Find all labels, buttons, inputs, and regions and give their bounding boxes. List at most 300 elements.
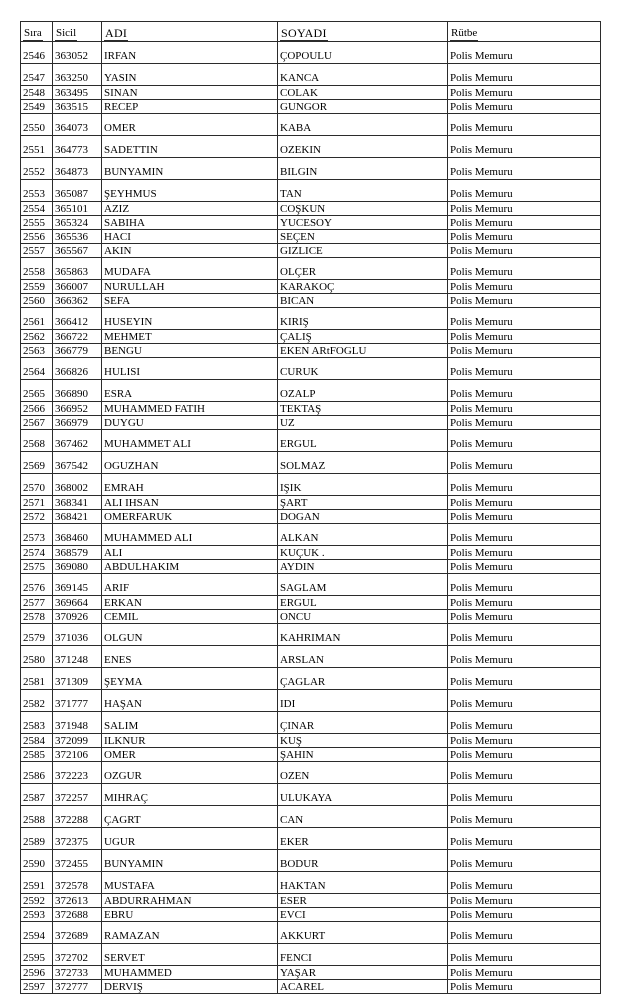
table-row [21, 180, 601, 202]
cell-soyadi: OZALP [278, 380, 448, 402]
cell-sira: 2584 [21, 734, 53, 748]
cell-rutbe: Polis Memuru [448, 230, 601, 244]
cell-adi: SERVET [102, 944, 278, 966]
cell-rutbe: Polis Memuru [448, 980, 601, 994]
table-row [21, 668, 601, 690]
table-row [21, 258, 601, 280]
column-header-adi [102, 22, 278, 42]
cell-sira: 2576 [21, 574, 53, 596]
cell-rutbe: Polis Memuru [448, 668, 601, 690]
cell-sira: 2555 [21, 216, 53, 230]
cell-rutbe: Polis Memuru [448, 922, 601, 944]
cell-adi: HAŞAN [102, 690, 278, 712]
cell-sira: 2548 [21, 86, 53, 100]
cell-rutbe: Polis Memuru [448, 294, 601, 308]
cell-sicil: 372455 [53, 850, 102, 872]
cell-sicil: 366722 [53, 330, 102, 344]
cell-sicil: 372689 [53, 922, 102, 944]
cell-sira: 2547 [21, 64, 53, 86]
cell-rutbe: Polis Memuru [448, 734, 601, 748]
cell-rutbe: Polis Memuru [448, 430, 601, 452]
cell-soyadi: ERGUL [278, 596, 448, 610]
table-row [21, 474, 601, 496]
table-row [21, 430, 601, 452]
cell-sicil: 369145 [53, 574, 102, 596]
cell-rutbe: Polis Memuru [448, 828, 601, 850]
cell-sira: 2558 [21, 258, 53, 280]
cell-sicil: 372578 [53, 872, 102, 894]
cell-adi: BENGU [102, 344, 278, 358]
cell-rutbe: Polis Memuru [448, 496, 601, 510]
cell-sira: 2554 [21, 202, 53, 216]
table-row [21, 646, 601, 668]
table-row [21, 230, 601, 244]
cell-adi: AZIZ [102, 202, 278, 216]
cell-sira: 2578 [21, 610, 53, 624]
cell-adi: BUNYAMIN [102, 850, 278, 872]
cell-adi: SABIHA [102, 216, 278, 230]
cell-sira: 2585 [21, 748, 53, 762]
cell-soyadi: KANCA [278, 64, 448, 86]
cell-sicil: 372106 [53, 748, 102, 762]
cell-sira: 2550 [21, 114, 53, 136]
cell-soyadi: BILGIN [278, 158, 448, 180]
cell-sira: 2562 [21, 330, 53, 344]
cell-sira: 2597 [21, 980, 53, 994]
cell-sicil: 368579 [53, 546, 102, 560]
cell-adi: MEHMET [102, 330, 278, 344]
cell-sicil: 368460 [53, 524, 102, 546]
cell-rutbe: Polis Memuru [448, 806, 601, 828]
cell-soyadi: ÇINAR [278, 712, 448, 734]
table-header-row [21, 22, 601, 42]
table-row [21, 330, 601, 344]
cell-sicil: 366952 [53, 402, 102, 416]
table-row [21, 64, 601, 86]
cell-sira: 2556 [21, 230, 53, 244]
cell-soyadi: KUŞ [278, 734, 448, 748]
cell-rutbe: Polis Memuru [448, 42, 601, 64]
cell-soyadi: ARSLAN [278, 646, 448, 668]
cell-adi: ALI IHSAN [102, 496, 278, 510]
cell-sira: 2573 [21, 524, 53, 546]
table-row [21, 380, 601, 402]
cell-sira: 2570 [21, 474, 53, 496]
cell-soyadi: FENCI [278, 944, 448, 966]
cell-sicil: 372375 [53, 828, 102, 850]
cell-adi: ŞEYMA [102, 668, 278, 690]
cell-rutbe: Polis Memuru [448, 596, 601, 610]
cell-rutbe: Polis Memuru [448, 546, 601, 560]
column-header-sicil [53, 22, 102, 42]
cell-rutbe: Polis Memuru [448, 280, 601, 294]
cell-rutbe: Polis Memuru [448, 610, 601, 624]
cell-rutbe: Polis Memuru [448, 86, 601, 100]
cell-rutbe: Polis Memuru [448, 416, 601, 430]
cell-soyadi: AYDIN [278, 560, 448, 574]
cell-sicil: 365324 [53, 216, 102, 230]
cell-sicil: 366362 [53, 294, 102, 308]
cell-adi: OMER [102, 748, 278, 762]
cell-adi: EMRAH [102, 474, 278, 496]
cell-sicil: 372099 [53, 734, 102, 748]
cell-adi: OGUZHAN [102, 452, 278, 474]
table-row [21, 944, 601, 966]
cell-soyadi: ONCU [278, 610, 448, 624]
cell-soyadi: GIZLICE [278, 244, 448, 258]
table-row [21, 784, 601, 806]
cell-sira: 2546 [21, 42, 53, 64]
column-header-sicil-label: Sicil [56, 27, 77, 40]
table-row [21, 828, 601, 850]
table-row [21, 850, 601, 872]
cell-rutbe: Polis Memuru [448, 784, 601, 806]
cell-sicil: 369080 [53, 560, 102, 574]
table-row [21, 762, 601, 784]
cell-sicil: 372702 [53, 944, 102, 966]
cell-sira: 2564 [21, 358, 53, 380]
cell-sicil: 365087 [53, 180, 102, 202]
cell-soyadi: TEKTAŞ [278, 402, 448, 416]
cell-adi: ARIF [102, 574, 278, 596]
cell-sira: 2581 [21, 668, 53, 690]
cell-rutbe: Polis Memuru [448, 258, 601, 280]
cell-sira: 2596 [21, 966, 53, 980]
table-row [21, 280, 601, 294]
cell-sicil: 366007 [53, 280, 102, 294]
table-row [21, 202, 601, 216]
cell-adi: MUHAMMED [102, 966, 278, 980]
cell-soyadi: KUÇUK . [278, 546, 448, 560]
cell-adi: RECEP [102, 100, 278, 114]
cell-rutbe: Polis Memuru [448, 524, 601, 546]
cell-soyadi: KIRIŞ [278, 308, 448, 330]
cell-rutbe: Polis Memuru [448, 64, 601, 86]
table-body [21, 42, 601, 994]
table-row [21, 980, 601, 994]
cell-sira: 2593 [21, 908, 53, 922]
cell-rutbe: Polis Memuru [448, 872, 601, 894]
cell-soyadi: GUNGOR [278, 100, 448, 114]
cell-rutbe: Polis Memuru [448, 944, 601, 966]
cell-soyadi: SOLMAZ [278, 452, 448, 474]
cell-sira: 2586 [21, 762, 53, 784]
cell-soyadi: COLAK [278, 86, 448, 100]
cell-sira: 2580 [21, 646, 53, 668]
cell-adi: BUNYAMIN [102, 158, 278, 180]
cell-adi: HUSEYIN [102, 308, 278, 330]
cell-sira: 2560 [21, 294, 53, 308]
cell-adi: YASIN [102, 64, 278, 86]
cell-soyadi: KAHRIMAN [278, 624, 448, 646]
cell-sicil: 364773 [53, 136, 102, 158]
table-row [21, 690, 601, 712]
cell-sira: 2559 [21, 280, 53, 294]
cell-adi: AKIN [102, 244, 278, 258]
cell-sira: 2571 [21, 496, 53, 510]
cell-rutbe: Polis Memuru [448, 574, 601, 596]
cell-rutbe: Polis Memuru [448, 380, 601, 402]
table-row [21, 610, 601, 624]
cell-sicil: 371777 [53, 690, 102, 712]
cell-adi: SADETTIN [102, 136, 278, 158]
cell-sira: 2553 [21, 180, 53, 202]
cell-soyadi: HAKTAN [278, 872, 448, 894]
table-row [21, 560, 601, 574]
roster-table-container [20, 21, 600, 994]
table-row [21, 966, 601, 980]
cell-sicil: 368002 [53, 474, 102, 496]
cell-soyadi: COŞKUN [278, 202, 448, 216]
cell-rutbe: Polis Memuru [448, 158, 601, 180]
cell-rutbe: Polis Memuru [448, 402, 601, 416]
cell-sira: 2582 [21, 690, 53, 712]
cell-soyadi: KABA [278, 114, 448, 136]
table-row [21, 42, 601, 64]
cell-sira: 2569 [21, 452, 53, 474]
cell-rutbe: Polis Memuru [448, 624, 601, 646]
cell-rutbe: Polis Memuru [448, 762, 601, 784]
cell-sicil: 372733 [53, 966, 102, 980]
table-row [21, 712, 601, 734]
cell-sira: 2551 [21, 136, 53, 158]
cell-soyadi: AKKURT [278, 922, 448, 944]
cell-sicil: 366826 [53, 358, 102, 380]
table-row [21, 510, 601, 524]
cell-sira: 2592 [21, 894, 53, 908]
table-row [21, 416, 601, 430]
cell-soyadi: ERGUL [278, 430, 448, 452]
cell-rutbe: Polis Memuru [448, 244, 601, 258]
cell-sicil: 367462 [53, 430, 102, 452]
table-header [21, 22, 601, 42]
cell-rutbe: Polis Memuru [448, 560, 601, 574]
cell-sicil: 363052 [53, 42, 102, 64]
table-row [21, 872, 601, 894]
cell-sira: 2575 [21, 560, 53, 574]
cell-rutbe: Polis Memuru [448, 690, 601, 712]
cell-sicil: 366779 [53, 344, 102, 358]
cell-sira: 2574 [21, 546, 53, 560]
cell-soyadi: ŞAHIN [278, 748, 448, 762]
cell-sira: 2595 [21, 944, 53, 966]
cell-adi: NURULLAH [102, 280, 278, 294]
cell-adi: ÇAGRT [102, 806, 278, 828]
cell-sira: 2561 [21, 308, 53, 330]
cell-sicil: 363515 [53, 100, 102, 114]
cell-rutbe: Polis Memuru [448, 452, 601, 474]
cell-sira: 2552 [21, 158, 53, 180]
cell-soyadi: ÇALIŞ [278, 330, 448, 344]
cell-sira: 2588 [21, 806, 53, 828]
cell-soyadi: ULUKAYA [278, 784, 448, 806]
cell-adi: DUYGU [102, 416, 278, 430]
cell-rutbe: Polis Memuru [448, 216, 601, 230]
table-row [21, 908, 601, 922]
cell-sicil: 372613 [53, 894, 102, 908]
cell-soyadi: OZEKIN [278, 136, 448, 158]
cell-sira: 2587 [21, 784, 53, 806]
cell-soyadi: KARAKOÇ [278, 280, 448, 294]
cell-sicil: 364073 [53, 114, 102, 136]
cell-adi: OZGUR [102, 762, 278, 784]
cell-sicil: 371036 [53, 624, 102, 646]
cell-rutbe: Polis Memuru [448, 908, 601, 922]
cell-soyadi: UZ [278, 416, 448, 430]
column-header-sira [21, 22, 53, 42]
cell-soyadi: DOGAN [278, 510, 448, 524]
cell-rutbe: Polis Memuru [448, 510, 601, 524]
table-row [21, 596, 601, 610]
table-row [21, 308, 601, 330]
cell-sira: 2594 [21, 922, 53, 944]
cell-sira: 2549 [21, 100, 53, 114]
cell-sira: 2579 [21, 624, 53, 646]
cell-adi: ILKNUR [102, 734, 278, 748]
table-row [21, 244, 601, 258]
cell-soyadi: SEÇEN [278, 230, 448, 244]
cell-sicil: 372257 [53, 784, 102, 806]
cell-soyadi: CURUK [278, 358, 448, 380]
cell-soyadi: OZEN [278, 762, 448, 784]
cell-adi: OMER [102, 114, 278, 136]
cell-adi: SALIM [102, 712, 278, 734]
column-header-sira-label: Sıra [24, 27, 42, 40]
table-row [21, 86, 601, 100]
cell-soyadi: YUCESOY [278, 216, 448, 230]
cell-adi: MUHAMMED ALI [102, 524, 278, 546]
table-row [21, 922, 601, 944]
table-row [21, 136, 601, 158]
cell-sicil: 371309 [53, 668, 102, 690]
cell-adi: MUSTAFA [102, 872, 278, 894]
cell-sicil: 365863 [53, 258, 102, 280]
cell-rutbe: Polis Memuru [448, 308, 601, 330]
cell-soyadi: EKER [278, 828, 448, 850]
column-header-soyadi-label: SOYADI [281, 26, 327, 41]
cell-adi: CEMIL [102, 610, 278, 624]
cell-sira: 2577 [21, 596, 53, 610]
cell-rutbe: Polis Memuru [448, 474, 601, 496]
cell-sicil: 365536 [53, 230, 102, 244]
cell-sicil: 364873 [53, 158, 102, 180]
cell-sicil: 366412 [53, 308, 102, 330]
table-row [21, 574, 601, 596]
table-row [21, 294, 601, 308]
cell-soyadi: ŞART [278, 496, 448, 510]
table-row [21, 216, 601, 230]
table-row [21, 734, 601, 748]
cell-rutbe: Polis Memuru [448, 966, 601, 980]
cell-adi: EBRU [102, 908, 278, 922]
cell-rutbe: Polis Memuru [448, 712, 601, 734]
cell-soyadi: SAGLAM [278, 574, 448, 596]
column-header-soyadi [278, 22, 448, 42]
cell-sicil: 365567 [53, 244, 102, 258]
cell-sicil: 363495 [53, 86, 102, 100]
table-row [21, 402, 601, 416]
cell-adi: RAMAZAN [102, 922, 278, 944]
cell-rutbe: Polis Memuru [448, 100, 601, 114]
cell-sicil: 371948 [53, 712, 102, 734]
cell-soyadi: EVCI [278, 908, 448, 922]
cell-soyadi: BICAN [278, 294, 448, 308]
cell-adi: DERVIŞ [102, 980, 278, 994]
cell-sira: 2567 [21, 416, 53, 430]
cell-soyadi: ALKAN [278, 524, 448, 546]
cell-rutbe: Polis Memuru [448, 344, 601, 358]
cell-soyadi: CAN [278, 806, 448, 828]
cell-rutbe: Polis Memuru [448, 894, 601, 908]
cell-soyadi: ÇAGLAR [278, 668, 448, 690]
cell-sicil: 366979 [53, 416, 102, 430]
cell-sicil: 365101 [53, 202, 102, 216]
cell-soyadi: BODUR [278, 850, 448, 872]
cell-sicil: 371248 [53, 646, 102, 668]
cell-rutbe: Polis Memuru [448, 180, 601, 202]
personnel-roster-table [20, 21, 601, 994]
cell-sicil: 368421 [53, 510, 102, 524]
cell-rutbe: Polis Memuru [448, 850, 601, 872]
cell-adi: ENES [102, 646, 278, 668]
table-row [21, 100, 601, 114]
cell-rutbe: Polis Memuru [448, 330, 601, 344]
cell-soyadi: IŞIK [278, 474, 448, 496]
cell-sira: 2563 [21, 344, 53, 358]
cell-sicil: 368341 [53, 496, 102, 510]
cell-soyadi: ÇOPOULU [278, 42, 448, 64]
cell-soyadi: EKEN ARtFOGLU [278, 344, 448, 358]
cell-adi: ESRA [102, 380, 278, 402]
cell-soyadi: ESER [278, 894, 448, 908]
cell-soyadi: YAŞAR [278, 966, 448, 980]
cell-sira: 2583 [21, 712, 53, 734]
table-row [21, 496, 601, 510]
cell-adi: ABDURRAHMAN [102, 894, 278, 908]
cell-adi: OMERFARUK [102, 510, 278, 524]
cell-adi: ALI [102, 546, 278, 560]
table-row [21, 806, 601, 828]
table-row [21, 524, 601, 546]
cell-sicil: 369664 [53, 596, 102, 610]
cell-adi: HACI [102, 230, 278, 244]
cell-sicil: 372223 [53, 762, 102, 784]
cell-sira: 2565 [21, 380, 53, 402]
cell-adi: MUHAMMED FATIH [102, 402, 278, 416]
cell-adi: SEFA [102, 294, 278, 308]
cell-adi: MIHRAÇ [102, 784, 278, 806]
cell-sicil: 366890 [53, 380, 102, 402]
table-row [21, 452, 601, 474]
cell-adi: OLGUN [102, 624, 278, 646]
cell-rutbe: Polis Memuru [448, 358, 601, 380]
cell-sira: 2589 [21, 828, 53, 850]
cell-sira: 2566 [21, 402, 53, 416]
table-row [21, 748, 601, 762]
cell-sira: 2590 [21, 850, 53, 872]
table-row [21, 344, 601, 358]
column-header-adi-label: ADI [105, 26, 128, 41]
cell-soyadi: IDI [278, 690, 448, 712]
cell-soyadi: ACAREL [278, 980, 448, 994]
cell-adi: ABDULHAKIM [102, 560, 278, 574]
table-row [21, 894, 601, 908]
column-header-rutbe [448, 22, 601, 42]
cell-soyadi: OLÇER [278, 258, 448, 280]
cell-rutbe: Polis Memuru [448, 202, 601, 216]
cell-adi: IRFAN [102, 42, 278, 64]
cell-sicil: 372688 [53, 908, 102, 922]
